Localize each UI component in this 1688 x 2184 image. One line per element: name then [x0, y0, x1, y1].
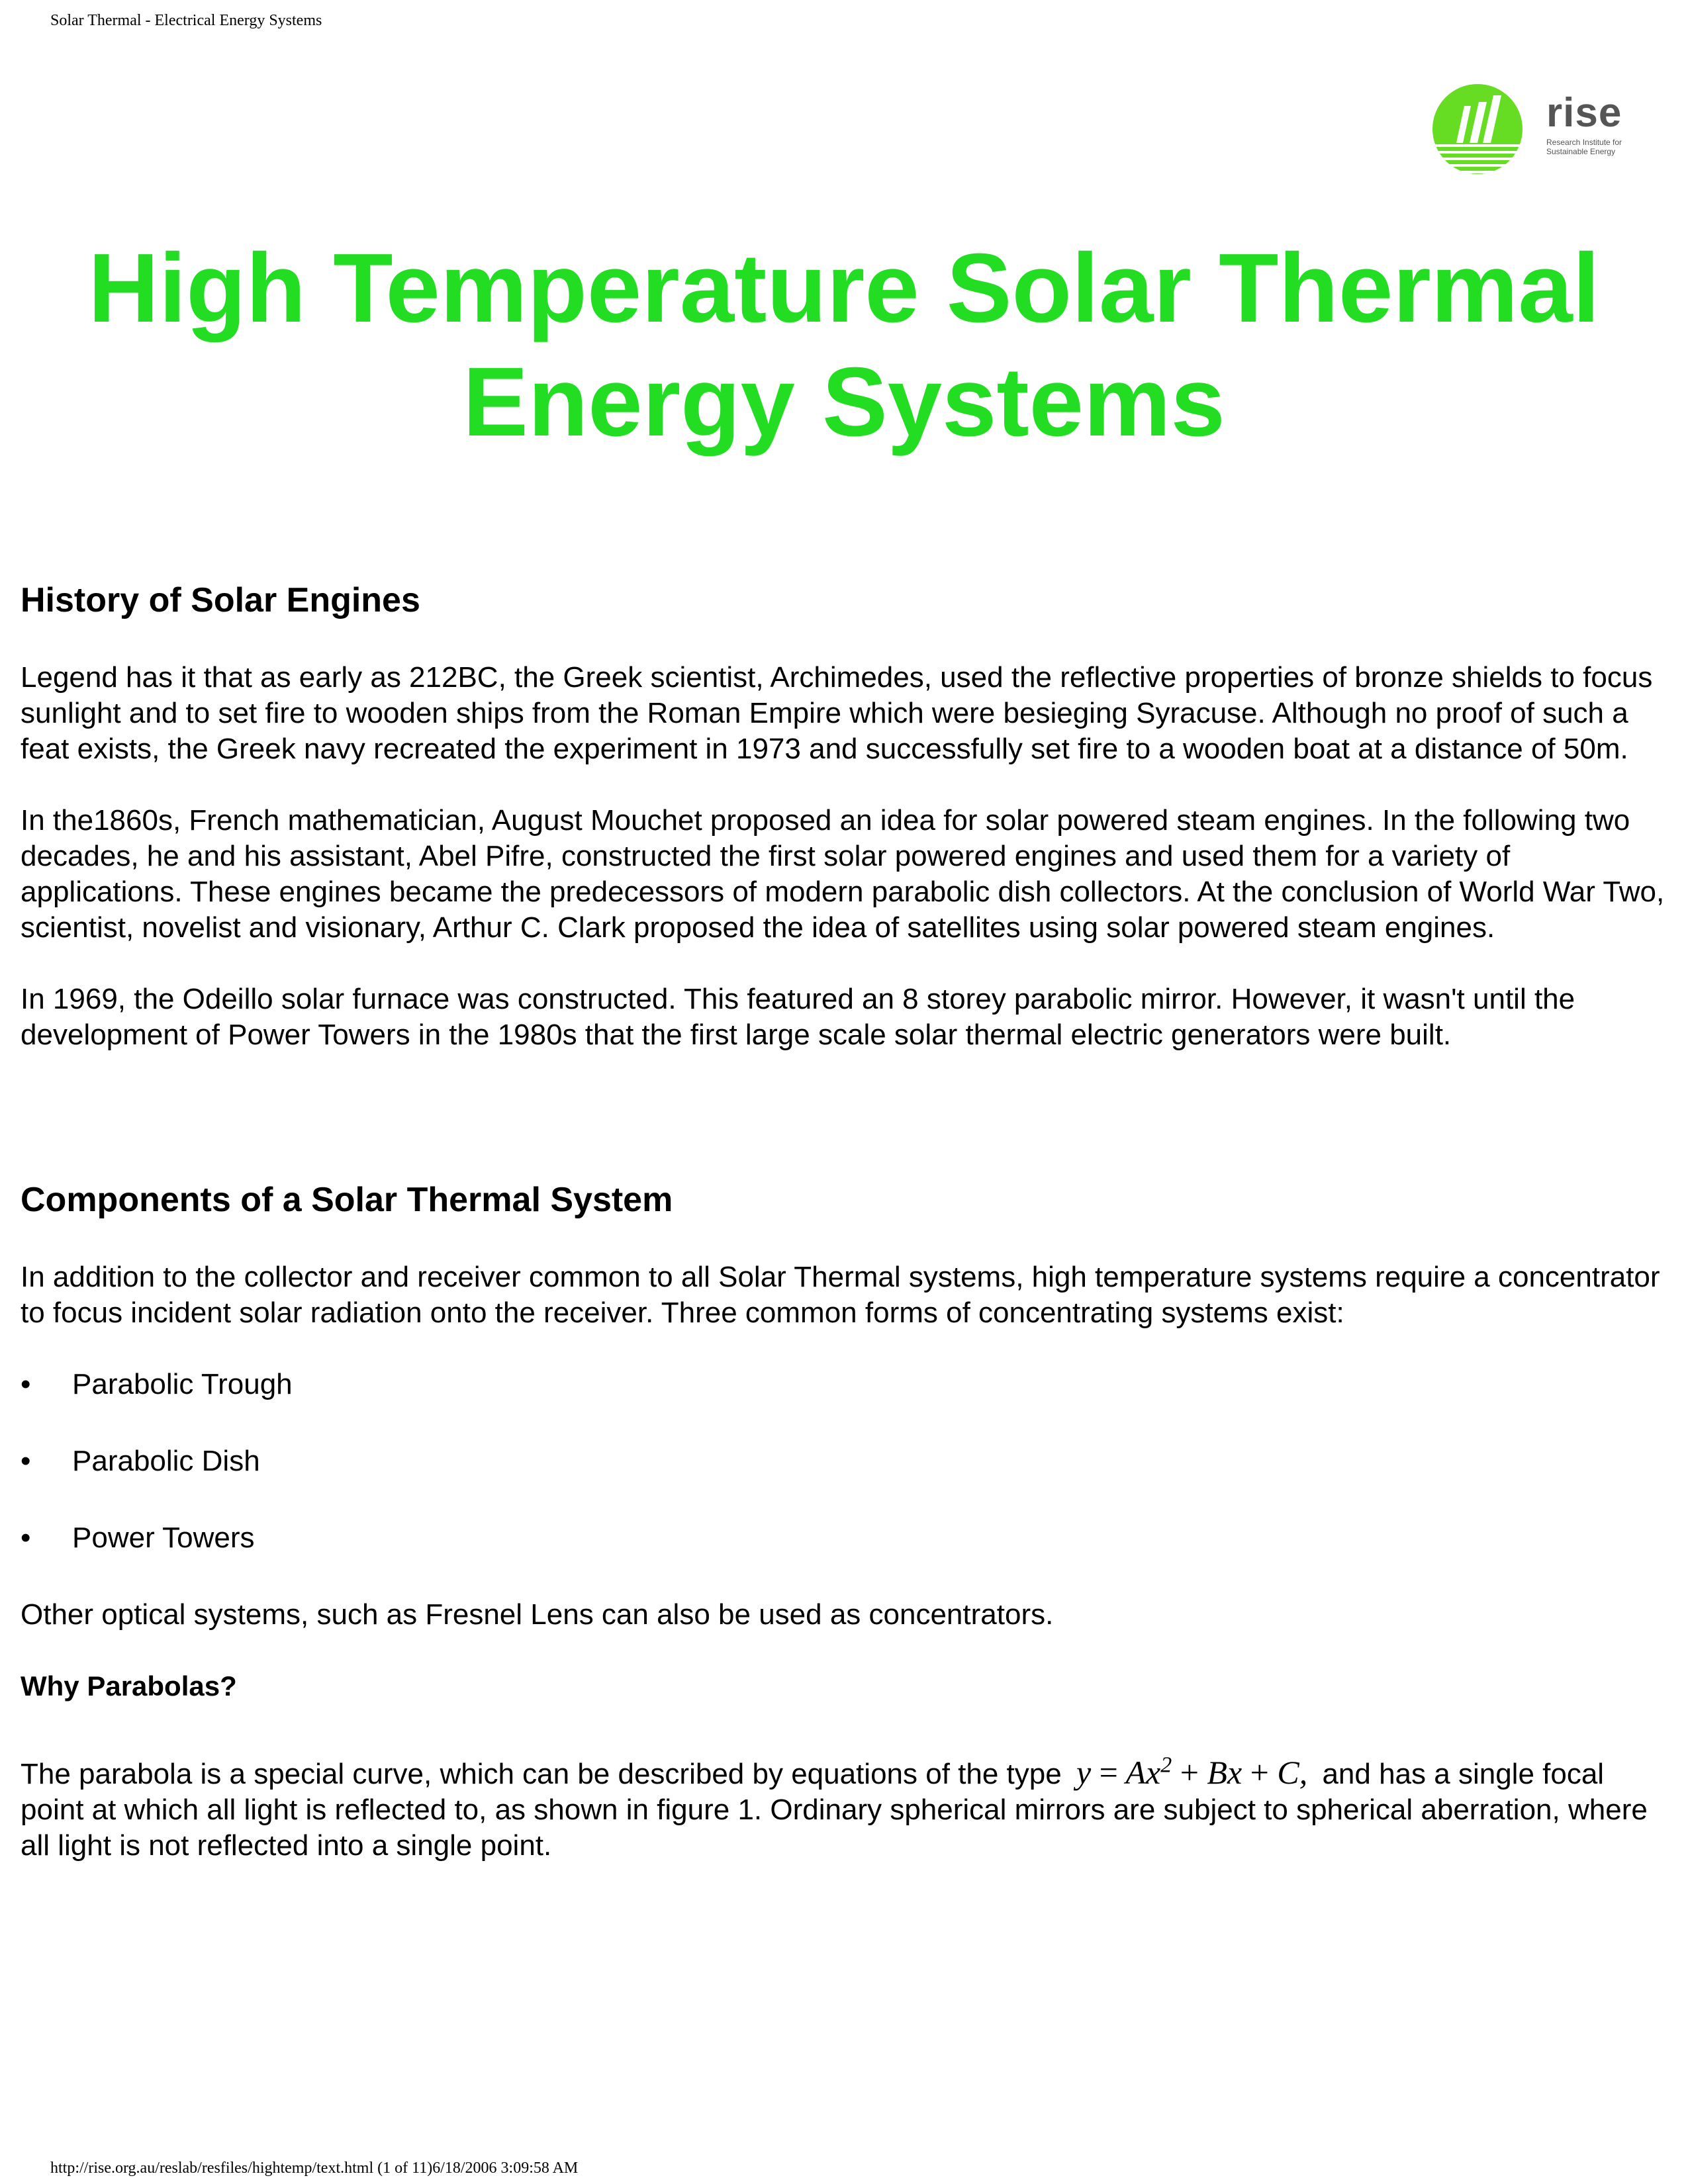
- eq-equals: =: [1099, 1754, 1118, 1791]
- logo-wordmark: rise: [1546, 90, 1622, 136]
- rise-logo: [1423, 79, 1642, 179]
- list-item: [21, 1520, 1669, 1556]
- print-footer-url: http://rise.org.au/reslab/resfiles/hightemp/text.html (1 of 11)6/18/2006 3:09:58 AM: [50, 2160, 579, 2177]
- list-item-label: Parabolic Dish: [72, 1445, 260, 1477]
- eq-plus-1: +: [1180, 1754, 1199, 1791]
- eq-exponent: 2: [1160, 1752, 1172, 1778]
- rise-logo-emblem-icon: [1423, 79, 1542, 179]
- components-outro: Other optical systems, such as Fresnel Lens can also be used as concentrators.: [21, 1598, 1054, 1631]
- eq-y: y: [1076, 1754, 1092, 1791]
- document-body: [21, 579, 1669, 1899]
- list-item-label: Parabolic Trough: [72, 1368, 293, 1400]
- bullet-icon: •: [21, 1445, 31, 1477]
- logo-tagline: Research Institute for Sustainable Energy: [1546, 138, 1622, 156]
- history-paragraph-2: In the1860s, French mathematician, August Mouchet proposed an idea for solar powered steam engines. In the following two decades, he and his assistant, Abel Pifre, constructed the first solar powered engines and used them for a variety of applications. These engines became the predecessors of modern parabolic dish collectors. At the conclusion of World War Two, scientist, novelist and visionary, Arthur C. Clark proposed the idea of satellites using solar powered steam engines.: [21, 804, 1665, 944]
- parabolas-heading: Why Parabolas?: [21, 1670, 237, 1702]
- eq-c-term: C,: [1277, 1754, 1308, 1791]
- list-item: [21, 1443, 1669, 1479]
- bullet-icon: •: [21, 1368, 31, 1400]
- parabolas-paragraph: [21, 1754, 1669, 1864]
- list-item-label: Power Towers: [72, 1522, 255, 1554]
- components-intro: In addition to the collector and receiver common to all Solar Thermal systems, high temperature systems require a concentrator to focus incident solar radiation onto the receiver. Three common forms of concentrating systems exist:: [21, 1261, 1660, 1329]
- parabola-equation: [1070, 1754, 1314, 1791]
- concentrator-list: [21, 1367, 1669, 1556]
- components-heading: Components of a Solar Thermal System: [21, 1181, 673, 1219]
- eq-a-term: Ax: [1125, 1754, 1161, 1791]
- page-title-line-1: High Temperature Solar Thermal: [88, 234, 1600, 343]
- parabolas-text-after: and has a single focal point at which all light is reflected to, as shown in figure 1. Ordinary spherical mirrors are subject to spherical aberration, where all light is not reflected into a single point.: [21, 1758, 1648, 1862]
- history-paragraph-1: Legend has it that as early as 212BC, the Greek scientist, Archimedes, used the reflective properties of bronze shields to focus sunlight and to set fire to wooden ships from the Roman Empire which were besieging Syracuse. Although no proof of such a feat exists, the Greek navy recreated the experiment in 1973 and successfully set fire to a wooden boat at a distance of 50m.: [21, 661, 1653, 765]
- eq-b-term: Bx: [1207, 1754, 1243, 1791]
- history-paragraph-3: In 1969, the Odeillo solar furnace was constructed. This featured an 8 storey parabolic mirror. However, it wasn't until the development of Power Towers in the 1980s that the first large scale solar thermal electric generators were built.: [21, 983, 1575, 1051]
- list-item: [21, 1367, 1669, 1402]
- print-header-title: Solar Thermal - Electrical Energy Systems: [50, 12, 322, 29]
- page-title-line-2: Energy Systems: [463, 347, 1225, 457]
- parabolas-text-before: The parabola is a special curve, which can be described by equations of the type: [21, 1758, 1062, 1790]
- page-title: [40, 232, 1648, 459]
- bullet-icon: •: [21, 1522, 31, 1554]
- eq-plus-2: +: [1250, 1754, 1269, 1791]
- history-heading: History of Solar Engines: [21, 581, 420, 619]
